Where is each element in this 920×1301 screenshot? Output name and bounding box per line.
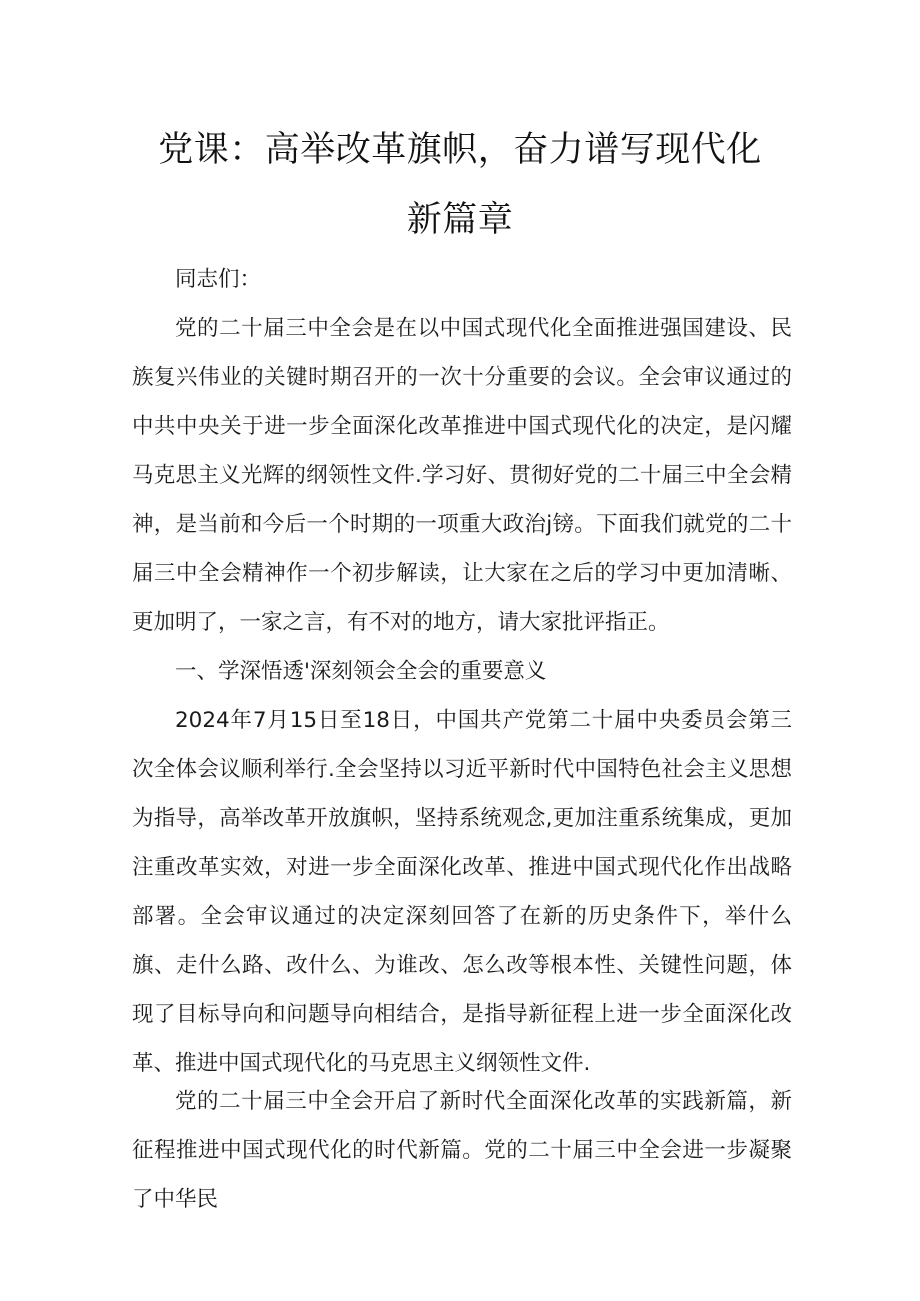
document-title-line-2: 新篇章 [406,200,514,240]
section-heading-1: 一、学深悟透'深刻领会全会的重要意义 [175,659,547,684]
body-paragraph-intro: 党的二十届三中全会是在以中国式现代化全面推进强国建设、民族复兴伟业的关键时期召开的一次十分重要的会议。全会审议通过的中共中央关于进一步全面深化改革推进中国式现代化的决定，是闪耀马克思主义光辉的纲领性文件.学习好、贯彻好党的二十届三中全会精神，是当前和今后一个时期的一项重大政治j镑。下面我们就党的二十届三中全会精神作一个初步解读，让大家在之后的学习中更加清晰、更加明了，一家之言，有不对的地方，请大家批评指正。 [132,316,792,635]
body-paragraph-meeting: 2024年7月15日至18日，中国共产党第二十届中央委员会第三次全体会议顺利举行.全会坚持以习近平新时代中国特色社会主义思想为指导，高举改革开放旗帜，坚持系统观念,更加注重系统集成，更加注重改革实效，对进一步全面深化改革、推进中国式现代化作出战略部署。全会审议通过的决定深刻回答了在新的历史条件下，举什么旗、走什么路、改什么、为谁改、怎么改等根本性、关键性问题，体现了目标导向和问题导向相结合，是指导新征程上进一步全面深化改革、推进中国式现代化的马克思主义纲领性文件. [132,708,792,1076]
salutation: 同志们： [175,267,262,292]
document-body [132,255,792,1088]
document-title-line-1: 党课：高举改革旗帜，奋力谱写现代化 [158,130,762,170]
document-body-continued [132,1077,792,1224]
body-paragraph-significance: 党的二十届三中全会开启了新时代全面深化改革的实践新篇，新征程推进中国式现代化的时代新篇。党的二十届三中全会进一步凝聚了中华民 [132,1089,792,1212]
